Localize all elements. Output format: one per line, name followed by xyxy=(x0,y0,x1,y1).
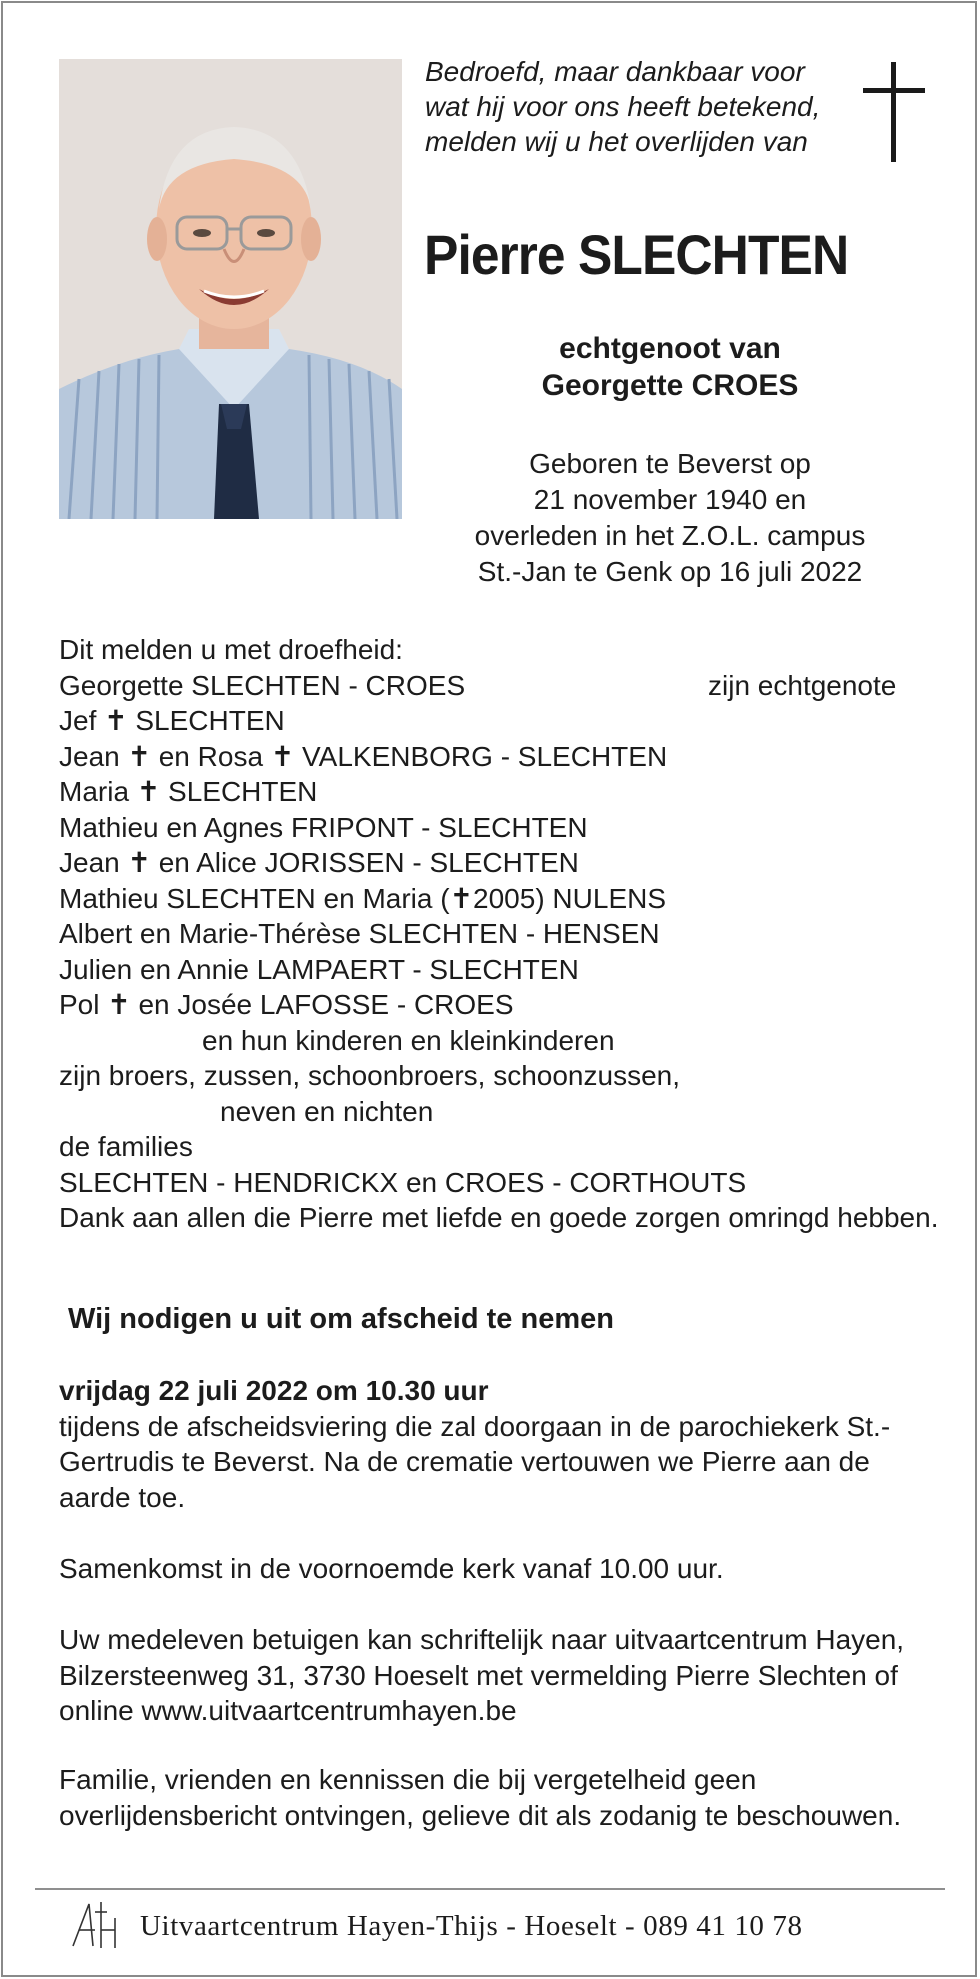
list-item: Albert en Marie-Thérèse SLECHTEN - HENSEN xyxy=(59,918,660,949)
list-item: Pol ✝ en Josée LAFOSSE - CROES xyxy=(59,989,514,1020)
thanks-text: Dank aan allen die Pierre met liefde en goede zorgen omringd hebben. xyxy=(59,1202,939,1233)
spouse-entry: Georgette SLECHTEN - CROES xyxy=(59,669,466,701)
ceremony-details: tijdens de afscheidsviering die zal doorgaan in de parochiekerk St.-Gertrudis te Beverst. Na de crematie vertouwen we Pierre aan de aarde toe. xyxy=(59,1410,891,1513)
nephews-line: neven en nichten xyxy=(220,1095,434,1127)
list-item: Jean ✝ en Rosa ✝ VALKENBORG - SLECHTEN xyxy=(59,740,668,772)
list-item: Mathieu SLECHTEN en Maria (✝2005) NULENS xyxy=(59,882,667,914)
list-item: Mathieu en Agnes FRIPONT - SLECHTEN xyxy=(59,811,588,843)
family-intro: Dit melden u met droefheid: xyxy=(59,634,403,665)
footer-text: Uitvaartcentrum Hayen-Thijs - Hoeselt - 089 41 10 78 xyxy=(140,1910,803,1942)
footer xyxy=(60,1896,940,1956)
intro-text: Bedroefd, maar dankbaar voor wat hij voor ons heeft betekend, melden wij u het overlijden van xyxy=(425,56,821,157)
list-item: Julien en Annie LAMPAERT - SLECHTEN xyxy=(59,953,579,985)
spouse-role: zijn echtgenote xyxy=(708,669,897,701)
dates-line: 21 november 1940 en xyxy=(533,484,807,515)
funeral-home-logo xyxy=(69,1898,119,1950)
dates-line: overleden in het Z.O.L. campus xyxy=(474,520,866,551)
birth-death-details xyxy=(440,446,900,590)
spouse-row xyxy=(59,668,939,704)
notice-text: Familie, vrienden en kennissen die bij vergetelheid geen overlijdensbericht ontvingen, gelieve dit als zodanig te beschouwen. xyxy=(59,1764,902,1831)
ceremony-datetime: vrijdag 22 juli 2022 om 10.30 uur xyxy=(59,1375,489,1406)
footer-divider xyxy=(35,1888,945,1890)
ceremony-block xyxy=(59,1373,939,1515)
children-line: en hun kinderen en kleinkinderen xyxy=(202,1024,615,1056)
list-item: Jean ✝ en Alice JORISSEN - SLECHTEN xyxy=(59,847,579,878)
families-label: de families xyxy=(59,1131,193,1162)
spouse-label: echtgenoot van xyxy=(559,332,781,365)
dates-line: St.-Jan te Genk op 16 juli 2022 xyxy=(477,556,863,587)
portrait-photo xyxy=(59,59,402,519)
invitation-heading: Wij nodigen u uit om afscheid te nemen xyxy=(68,1303,614,1335)
spouse-name: Georgette CROES xyxy=(541,369,799,402)
deceased-name: Pierre SLECHTEN xyxy=(424,223,849,286)
gathering-text: Samenkomst in de voornoemde kerk vanaf 10.00 uur. xyxy=(59,1553,724,1584)
families-names: SLECHTEN - HENDRICKX en CROES - CORTHOUTS xyxy=(59,1166,747,1198)
family-list xyxy=(59,632,939,1236)
relatives-line: zijn broers, zussen, schoonbroers, schoonzussen, xyxy=(59,1060,680,1091)
dates-line: Geboren te Beverst op xyxy=(529,448,811,479)
condolences-text: Uw medeleven betuigen kan schriftelijk naar uitvaartcentrum Hayen, Bilzersteenweg 31, 3730 Hoeselt met vermelding Pierre Slechten of online www.uitvaartcentrumhayen.be xyxy=(59,1624,905,1726)
spouse-block xyxy=(440,330,900,404)
list-item: Maria ✝ SLECHTEN xyxy=(59,776,318,807)
list-item: Jef ✝ SLECHTEN xyxy=(59,705,285,736)
cross-icon xyxy=(863,62,925,162)
